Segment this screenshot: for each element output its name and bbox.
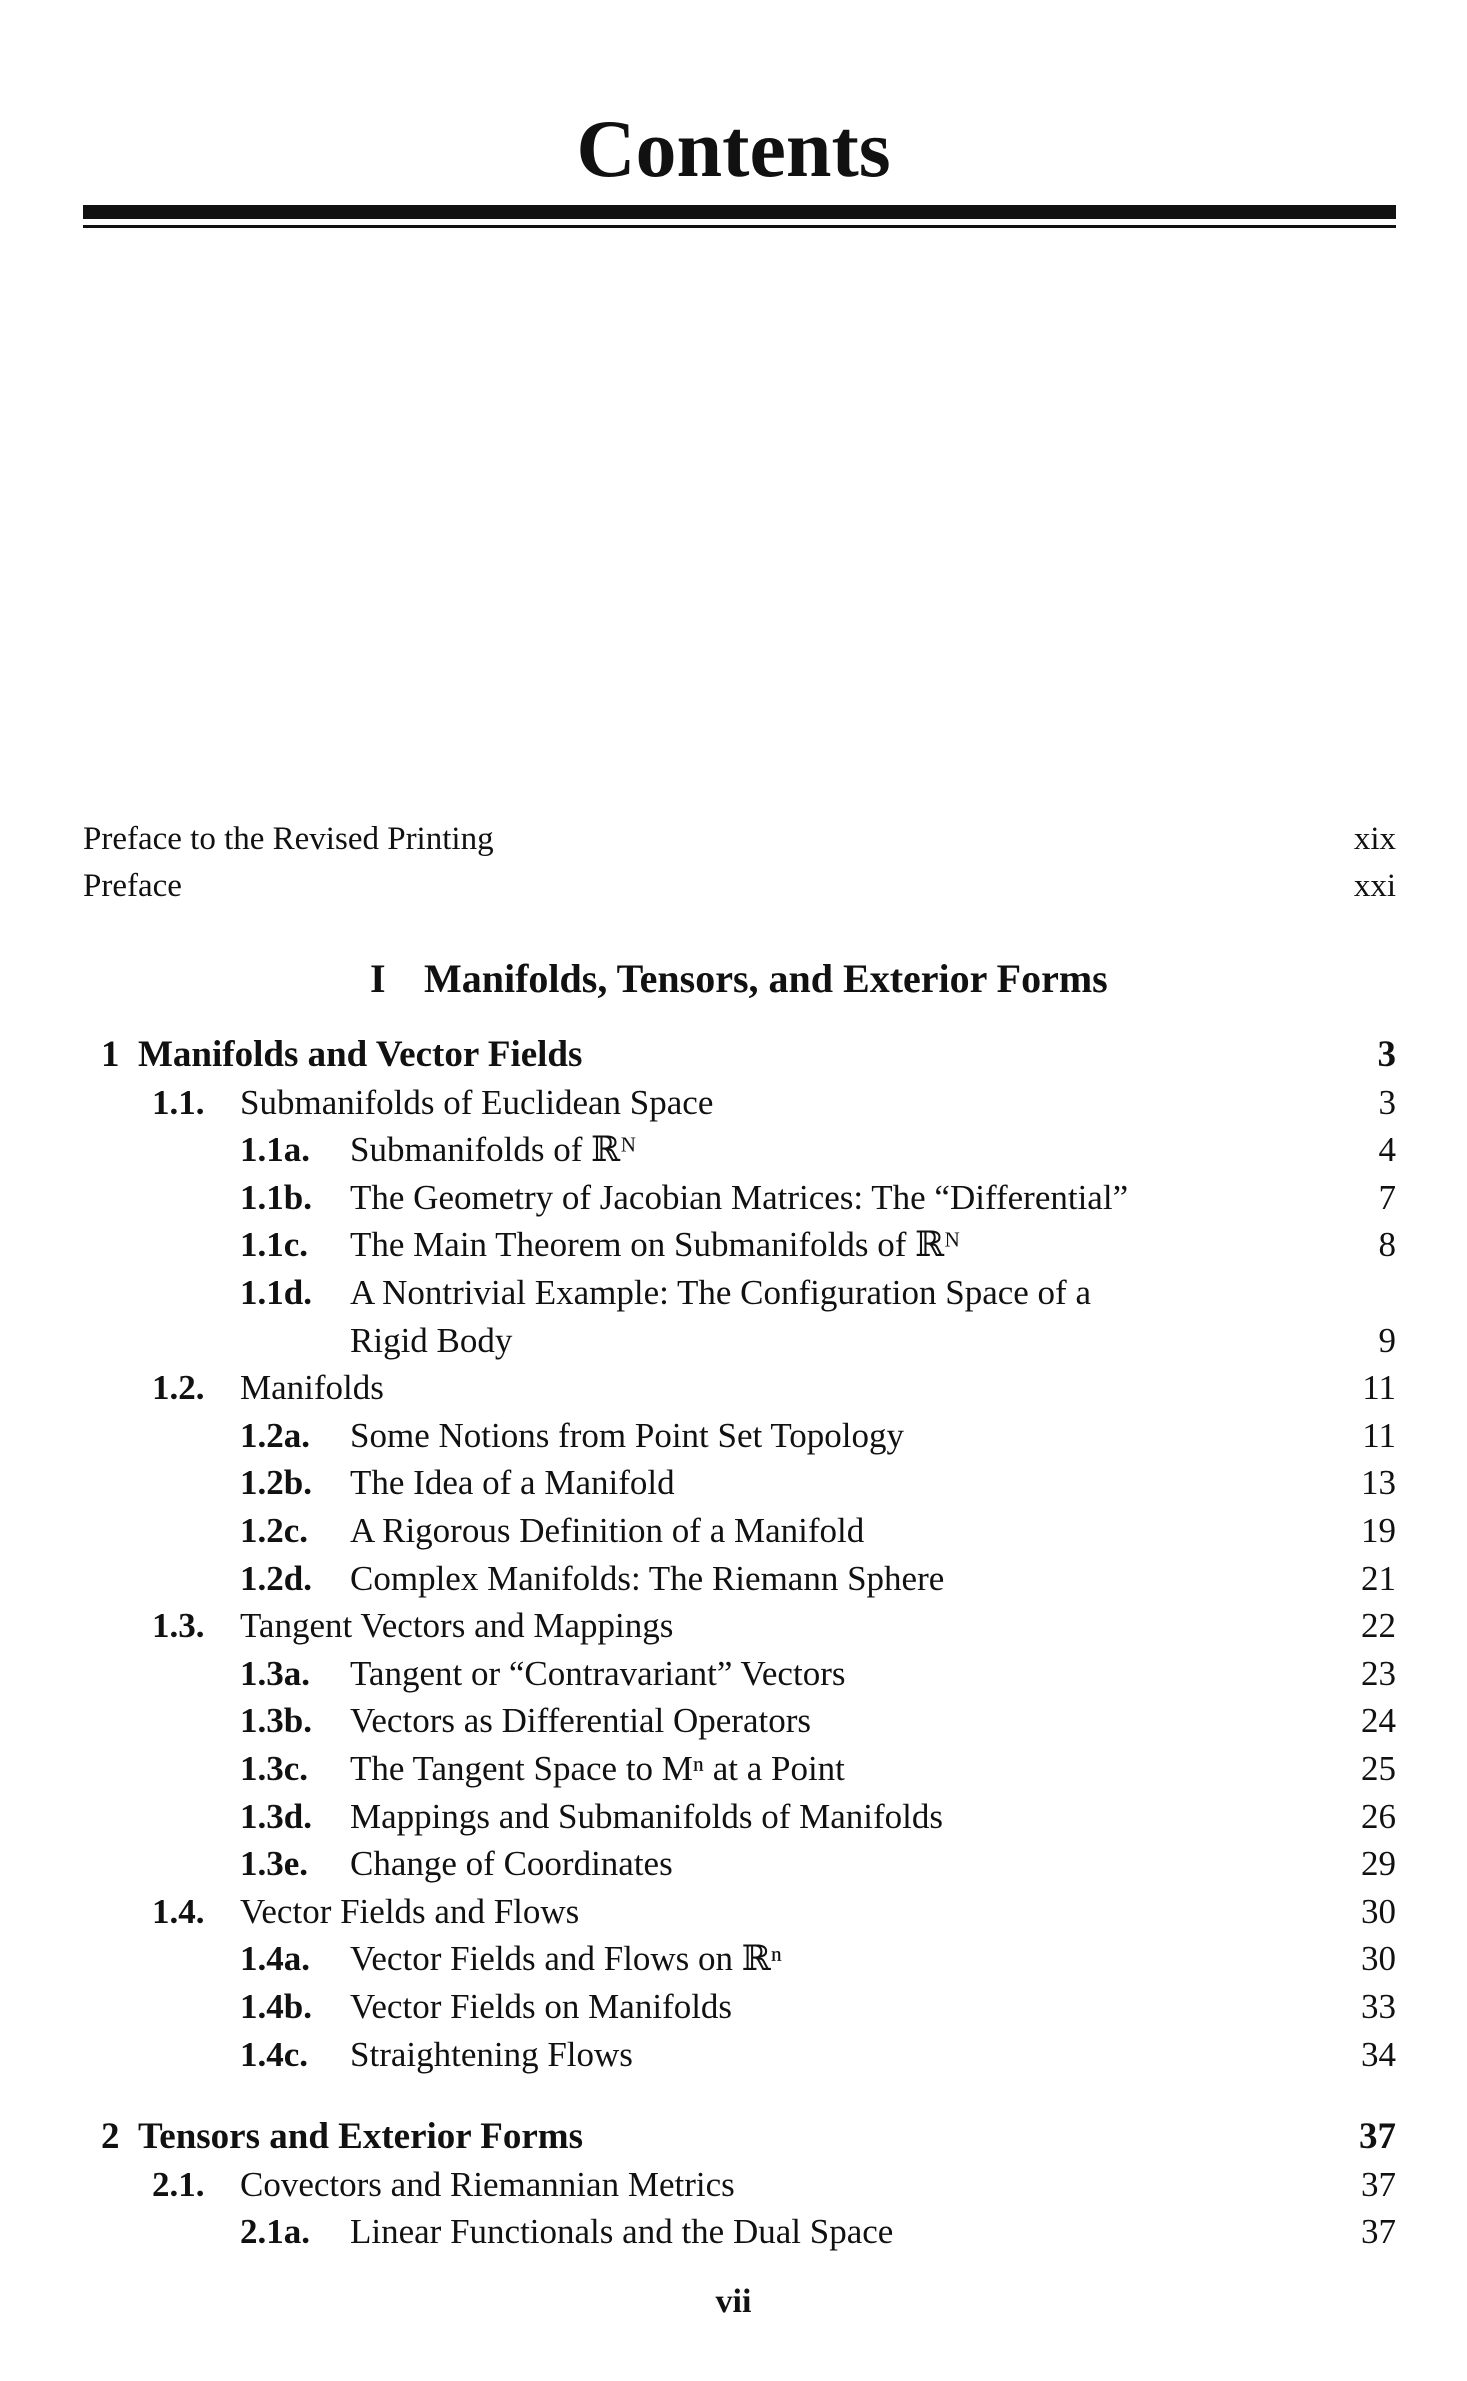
entry-page: xxi bbox=[1353, 868, 1396, 904]
toc-subsection-entry[interactable] bbox=[0, 1412, 1467, 1460]
entry-title: Manifolds bbox=[240, 1368, 384, 1407]
entry-number: 1.3. bbox=[152, 1606, 205, 1645]
entry-title: Mappings and Submanifolds of Manifolds bbox=[350, 1797, 944, 1836]
entry-title: Complex Manifolds: The Riemann Sphere bbox=[350, 1559, 945, 1598]
entry-page: 26 bbox=[1361, 1797, 1396, 1836]
page-title: Contents bbox=[576, 103, 891, 194]
chapter-number: 2 bbox=[101, 2116, 120, 2157]
entry-number: 1.4c. bbox=[240, 2035, 309, 2074]
toc-subsection-entry[interactable] bbox=[0, 1174, 1467, 1222]
toc-subsection-entry[interactable] bbox=[0, 1269, 1467, 1317]
entry-number: 1.1. bbox=[152, 1083, 205, 1122]
entry-number: 2.1a. bbox=[240, 2212, 310, 2251]
entry-title: Change of Coordinates bbox=[350, 1844, 673, 1883]
entry-page: 11 bbox=[1362, 1416, 1396, 1455]
title-rule-thin bbox=[83, 225, 1396, 228]
entry-title: Vectors as Differential Operators bbox=[350, 1701, 811, 1740]
entry-number: 1.2a. bbox=[240, 1416, 310, 1455]
toc-subsection-entry[interactable] bbox=[0, 1507, 1467, 1555]
entry-title: The Idea of a Manifold bbox=[350, 1463, 675, 1502]
entry-page: 37 bbox=[1361, 2212, 1396, 2251]
entry-title: The Geometry of Jacobian Matrices: The “Differential” bbox=[350, 1178, 1129, 1217]
entry-number: 1.2. bbox=[152, 1368, 205, 1407]
entry-title: Submanifolds of Euclidean Space bbox=[240, 1083, 714, 1122]
entry-page: 34 bbox=[1361, 2035, 1396, 2074]
chapter-page: 37 bbox=[1359, 2116, 1396, 2157]
entry-title: A Nontrivial Example: The Configuration Space of a bbox=[350, 1273, 1091, 1312]
toc-subsection-entry[interactable] bbox=[0, 1983, 1467, 2031]
entry-title: Preface bbox=[83, 868, 182, 904]
entry-number: 1.2b. bbox=[240, 1463, 312, 1502]
entry-page: 24 bbox=[1361, 1701, 1396, 1740]
toc-front-matter-entry[interactable] bbox=[0, 815, 1467, 863]
toc-section-entry[interactable] bbox=[0, 1079, 1467, 1127]
entry-number: 1.3a. bbox=[240, 1654, 310, 1693]
title-rule-thick bbox=[83, 205, 1396, 219]
entry-number: 1.1b. bbox=[240, 1178, 312, 1217]
toc-subsection-entry[interactable] bbox=[0, 1555, 1467, 1603]
part-number: I bbox=[370, 956, 386, 1001]
toc-subsection-entry[interactable] bbox=[0, 1697, 1467, 1745]
toc-section-entry[interactable] bbox=[0, 2161, 1467, 2209]
entry-title: Submanifolds of ℝᴺ bbox=[350, 1130, 637, 1169]
toc-front-matter-entry[interactable] bbox=[0, 862, 1467, 910]
part-title: Manifolds, Tensors, and Exterior Forms bbox=[424, 956, 1108, 1001]
toc-subsection-entry[interactable] bbox=[0, 2031, 1467, 2079]
entry-number: 1.3b. bbox=[240, 1701, 312, 1740]
toc-chapter-entry[interactable] bbox=[0, 2113, 1467, 2161]
entry-page: 22 bbox=[1361, 1606, 1396, 1645]
toc-subsection-entry[interactable] bbox=[0, 1935, 1467, 1983]
entry-page: 37 bbox=[1361, 2165, 1396, 2204]
entry-page: 11 bbox=[1362, 1368, 1396, 1407]
toc-section-entry[interactable] bbox=[0, 1602, 1467, 1650]
chapter-page: 3 bbox=[1377, 1034, 1396, 1075]
entry-number: 2.1. bbox=[152, 2165, 205, 2204]
entry-number: 1.2d. bbox=[240, 1559, 312, 1598]
toc-part-heading bbox=[0, 955, 1467, 1003]
entry-page: 33 bbox=[1361, 1987, 1396, 2026]
entry-page: 30 bbox=[1361, 1892, 1396, 1931]
entry-number: 1.1a. bbox=[240, 1130, 310, 1169]
toc-chapter-entry[interactable] bbox=[0, 1031, 1467, 1079]
toc-subsection-entry[interactable] bbox=[0, 1793, 1467, 1841]
entry-title: Covectors and Riemannian Metrics bbox=[240, 2165, 735, 2204]
toc-subsection-entry[interactable] bbox=[0, 1221, 1467, 1269]
entry-page: 30 bbox=[1361, 1939, 1396, 1978]
chapter-title: Tensors and Exterior Forms bbox=[138, 2116, 584, 2157]
entry-page: 23 bbox=[1361, 1654, 1396, 1693]
entry-title: Rigid Body bbox=[350, 1321, 513, 1360]
entry-page: 4 bbox=[1378, 1130, 1396, 1169]
entry-page: 29 bbox=[1361, 1844, 1396, 1883]
entry-page: 3 bbox=[1378, 1083, 1396, 1122]
entry-number: 1.3e. bbox=[240, 1844, 309, 1883]
entry-title: Preface to the Revised Printing bbox=[83, 821, 494, 857]
entry-page: 9 bbox=[1378, 1321, 1396, 1360]
entry-number: 1.1c. bbox=[240, 1225, 309, 1264]
entry-title: Vector Fields and Flows bbox=[240, 1892, 580, 1931]
toc-subsection-entry[interactable] bbox=[0, 1650, 1467, 1698]
entry-page: 13 bbox=[1361, 1463, 1396, 1502]
entry-title: Tangent or “Contravariant” Vectors bbox=[350, 1654, 846, 1693]
toc-subsection-entry[interactable] bbox=[0, 1459, 1467, 1507]
chapter-title: Manifolds and Vector Fields bbox=[138, 1034, 583, 1075]
entry-title: Some Notions from Point Set Topology bbox=[350, 1416, 905, 1455]
entry-page: 19 bbox=[1361, 1511, 1396, 1550]
entry-number: 1.4. bbox=[152, 1892, 205, 1931]
entry-title: Vector Fields and Flows on ℝⁿ bbox=[350, 1939, 782, 1978]
toc-section-entry[interactable] bbox=[0, 1888, 1467, 1936]
entry-page: 21 bbox=[1361, 1559, 1396, 1598]
entry-number: 1.4b. bbox=[240, 1987, 312, 2026]
entry-page: xix bbox=[1353, 821, 1396, 857]
entry-number: 1.1d. bbox=[240, 1273, 312, 1312]
entry-page: 8 bbox=[1378, 1225, 1396, 1264]
toc-subsection-entry[interactable] bbox=[0, 1126, 1467, 1174]
entry-title: Tangent Vectors and Mappings bbox=[240, 1606, 674, 1645]
entry-title: Vector Fields on Manifolds bbox=[350, 1987, 733, 2026]
entry-title: Linear Functionals and the Dual Space bbox=[350, 2212, 894, 2251]
entry-page: 7 bbox=[1378, 1178, 1396, 1217]
toc-subsection-entry[interactable] bbox=[0, 1745, 1467, 1793]
chapter-number: 1 bbox=[101, 1034, 120, 1075]
page-number: vii bbox=[715, 2283, 752, 2320]
entry-number: 1.3c. bbox=[240, 1749, 309, 1788]
entry-title: The Main Theorem on Submanifolds of ℝᴺ bbox=[350, 1225, 961, 1264]
toc-section-entry[interactable] bbox=[0, 1364, 1467, 1412]
toc-entry-continuation[interactable] bbox=[0, 1317, 1467, 1365]
entry-number: 1.4a. bbox=[240, 1939, 310, 1978]
entry-number: 1.3d. bbox=[240, 1797, 312, 1836]
entry-page: 25 bbox=[1361, 1749, 1396, 1788]
entry-title: Straightening Flows bbox=[350, 2035, 633, 2074]
entry-title: The Tangent Space to Mⁿ at a Point bbox=[350, 1749, 845, 1788]
toc-subsection-entry[interactable] bbox=[0, 2208, 1467, 2256]
toc-subsection-entry[interactable] bbox=[0, 1840, 1467, 1888]
entry-title: A Rigorous Definition of a Manifold bbox=[350, 1511, 865, 1550]
entry-number: 1.2c. bbox=[240, 1511, 309, 1550]
